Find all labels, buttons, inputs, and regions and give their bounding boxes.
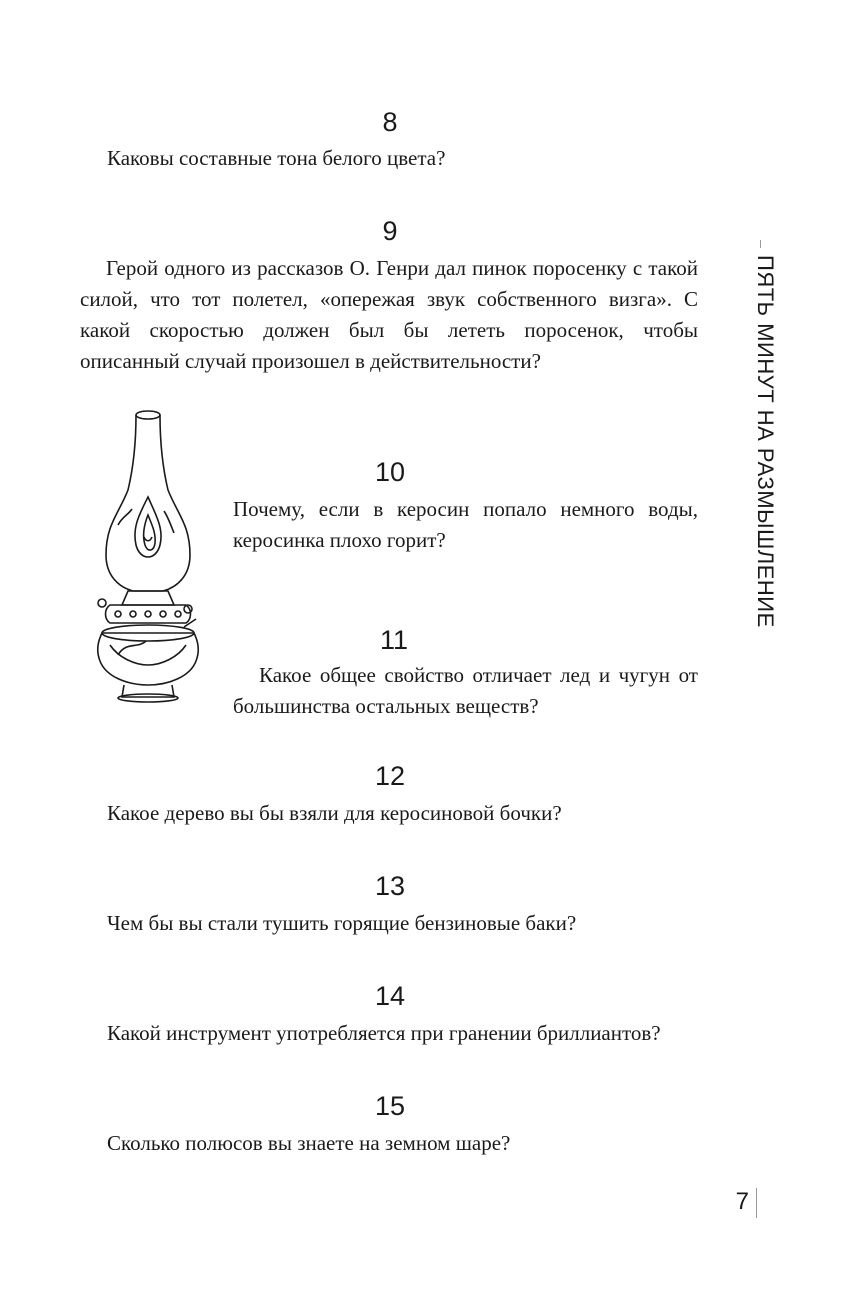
- question-text-8: Каковы составные тона белого цвета?: [107, 146, 446, 170]
- section-side-title: ПЯТЬ МИНУТ НА РАЗМЫШЛЕНИЕ: [753, 255, 778, 628]
- question-number-14: 14: [374, 981, 406, 1011]
- question-text-14: Какой инструмент употребляется при гранении бриллиантов?: [107, 1021, 661, 1045]
- kerosene-lamp-illustration: [88, 405, 208, 705]
- question-text-9: Герой одного из рассказов О. Генри дал пинок поросенку с такой силой, что тот полетел, «опережая звук собственного визга». С какой скоростью должен был бы лететь поросенок, чтобы описанный случай произошел в действительности?: [80, 256, 698, 373]
- question-number-10: 10: [374, 457, 406, 487]
- question-number-11: 11: [379, 625, 409, 655]
- question-text-12: Какое дерево вы бы взяли для керосиновой бочки?: [107, 801, 562, 825]
- page-number: 7: [735, 1188, 749, 1215]
- side-title-divider: [760, 240, 761, 248]
- question-number-8: 8: [382, 107, 398, 137]
- question-text-11: Какое общее свойство отличает лед и чугун от большинства остальных веществ?: [233, 663, 698, 718]
- question-text-15: Сколько полюсов вы знаете на земном шаре?: [107, 1131, 511, 1155]
- question-text-10: Почему, если в керосин попало немного воды, керосинка плохо горит?: [233, 497, 698, 552]
- question-number-13: 13: [374, 871, 406, 901]
- question-number-12: 12: [374, 761, 406, 791]
- question-number-9: 9: [382, 216, 398, 246]
- page-number-divider: [756, 1188, 757, 1218]
- question-number-15: 15: [374, 1091, 406, 1121]
- question-text-13: Чем бы вы стали тушить горящие бензиновые баки?: [107, 911, 577, 935]
